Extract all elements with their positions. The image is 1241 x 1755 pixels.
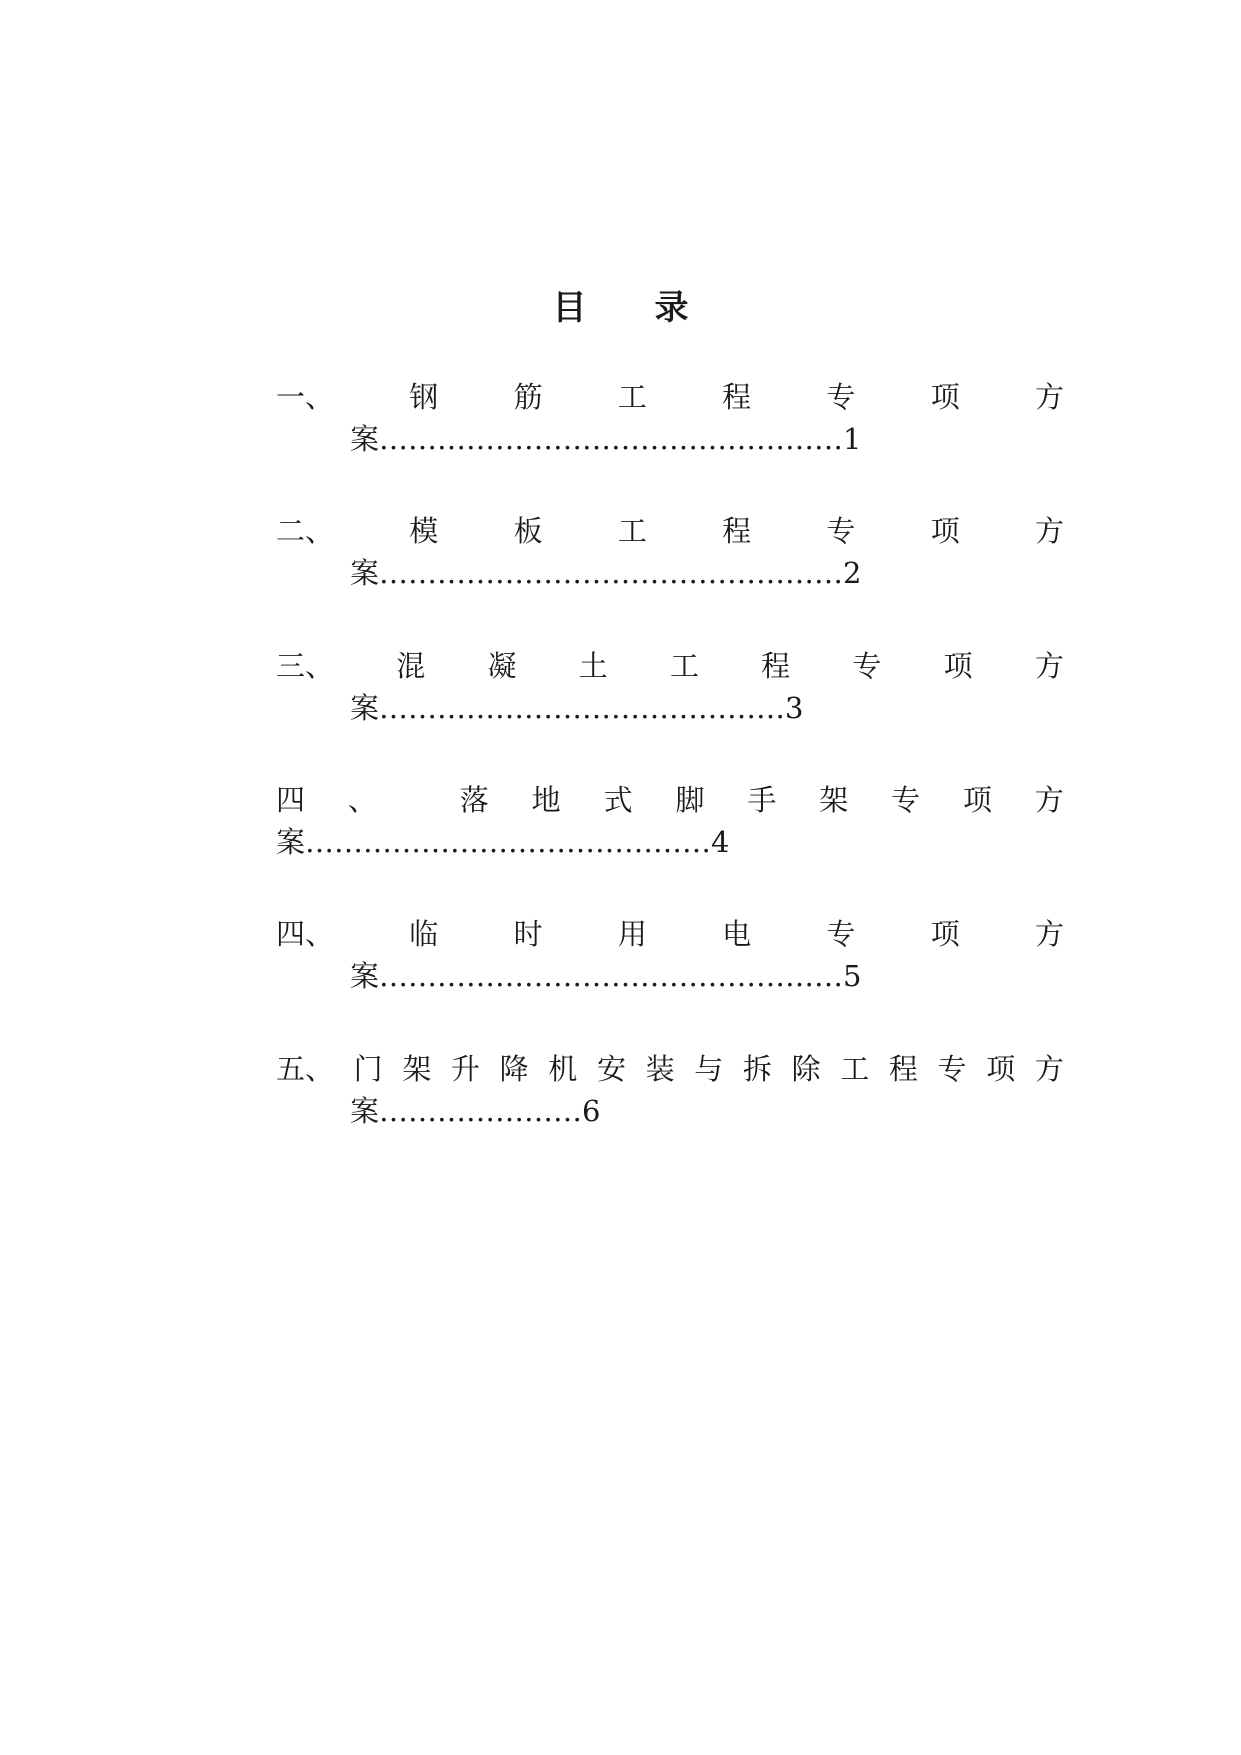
entry-char: 机: [548, 1052, 578, 1086]
title-char: 录: [654, 288, 689, 328]
page-number: 1: [843, 422, 862, 456]
entry-char: 项: [963, 783, 993, 817]
toc-entry-5[interactable]: [276, 913, 1064, 997]
entry-number: 五、: [276, 1052, 335, 1086]
entry-char: 程: [888, 1052, 918, 1086]
entry-char: 专: [826, 917, 856, 951]
entry-char: 专: [891, 783, 921, 817]
entry-char: 方: [1034, 1052, 1064, 1086]
entry-char: 项: [986, 1052, 1016, 1086]
leader-dots: …………………………………………: [379, 422, 844, 456]
page-number: 3: [785, 691, 804, 725]
toc-entry-heading: [276, 913, 1064, 955]
entry-number: 四、: [276, 917, 335, 951]
entry-char: 架: [402, 1052, 432, 1086]
entry-char: 降: [499, 1052, 529, 1086]
entry-char: 时: [513, 917, 543, 951]
toc-entry-heading: [276, 1048, 1064, 1090]
entry-char: 除: [791, 1052, 821, 1086]
entry-char: 方: [1034, 380, 1064, 414]
entry-char: 程: [722, 380, 752, 414]
toc-entry-leader: [276, 1090, 1064, 1132]
toc-entry-leader: [276, 687, 1064, 729]
entry-tail: 案: [276, 825, 306, 859]
entry-char: 程: [761, 649, 791, 683]
entry-char: 落: [459, 783, 489, 817]
toc-entry-1[interactable]: [276, 376, 1064, 460]
toc-entry-heading: [276, 645, 1064, 687]
leader-dots: ……………………………………: [305, 825, 712, 859]
entry-char: 工: [617, 514, 647, 548]
page-number: 4: [711, 825, 730, 859]
entry-char: 模: [409, 514, 439, 548]
toc-entry-leader: [276, 418, 1064, 460]
entry-char: 电: [722, 917, 752, 951]
entry-char: 专: [852, 649, 882, 683]
entry-char: 方: [1034, 649, 1064, 683]
entry-char: 方: [1034, 917, 1064, 951]
entry-char: 工: [617, 380, 647, 414]
entry-char: 装: [645, 1052, 675, 1086]
entry-char: 程: [722, 514, 752, 548]
entry-char: 专: [826, 514, 856, 548]
entry-char: 用: [617, 917, 647, 951]
toc-entry-heading: [276, 376, 1064, 418]
entry-char: 项: [930, 514, 960, 548]
entry-char: 、: [347, 783, 377, 817]
entry-number: 四: [276, 783, 306, 817]
page-number: 2: [843, 556, 862, 590]
toc-entry-heading: [276, 510, 1064, 552]
entry-tail: 案: [350, 959, 380, 993]
toc-title: [0, 280, 1241, 329]
entry-char: 凝: [487, 649, 517, 683]
entry-tail: 案: [350, 691, 380, 725]
entry-char: 与: [694, 1052, 724, 1086]
entry-number: 一、: [276, 380, 335, 414]
entry-tail: 案: [350, 1094, 380, 1128]
entry-char: 工: [840, 1052, 870, 1086]
title-char: 目: [552, 288, 587, 328]
toc-entry-leader: [276, 821, 1064, 863]
entry-char: 项: [930, 917, 960, 951]
entry-char: 手: [747, 783, 777, 817]
entry-char: 安: [596, 1052, 626, 1086]
entry-char: 专: [826, 380, 856, 414]
entry-char: 项: [930, 380, 960, 414]
entry-char: 脚: [675, 783, 705, 817]
entry-char: 板: [513, 514, 543, 548]
page-number: 6: [582, 1094, 601, 1128]
toc-entry-6[interactable]: [276, 1048, 1064, 1132]
entry-char: 项: [943, 649, 973, 683]
entry-number: 二、: [276, 514, 335, 548]
entry-char: 钢: [409, 380, 439, 414]
entry-char: 升: [450, 1052, 480, 1086]
entry-char: 混: [396, 649, 426, 683]
leader-dots: ……………………………………: [379, 691, 786, 725]
entry-char: 专: [937, 1052, 967, 1086]
entry-char: 工: [669, 649, 699, 683]
toc-entry-4[interactable]: [276, 779, 1064, 863]
entry-char: 方: [1034, 783, 1064, 817]
entry-tail: 案: [350, 556, 380, 590]
entry-char: 方: [1034, 514, 1064, 548]
entry-char: 筋: [513, 380, 543, 414]
toc-entry-leader: [276, 955, 1064, 997]
page-number: 5: [843, 959, 862, 993]
entry-char: 架: [819, 783, 849, 817]
toc-entry-3[interactable]: [276, 645, 1064, 729]
entry-char: 门: [353, 1052, 383, 1086]
entry-number: 三、: [276, 649, 335, 683]
leader-dots: …………………………………………: [379, 556, 844, 590]
entry-char: 拆: [742, 1052, 772, 1086]
toc-entry-heading: [276, 779, 1064, 821]
entry-tail: 案: [350, 422, 380, 456]
entry-char: 土: [578, 649, 608, 683]
toc-entry-leader: [276, 552, 1064, 594]
entry-char: 临: [409, 917, 439, 951]
leader-dots: …………………………………………: [379, 959, 844, 993]
toc-entry-2[interactable]: [276, 510, 1064, 594]
leader-dots: …………………: [379, 1094, 583, 1128]
entry-char: 式: [603, 783, 633, 817]
entry-char: 地: [531, 783, 561, 817]
